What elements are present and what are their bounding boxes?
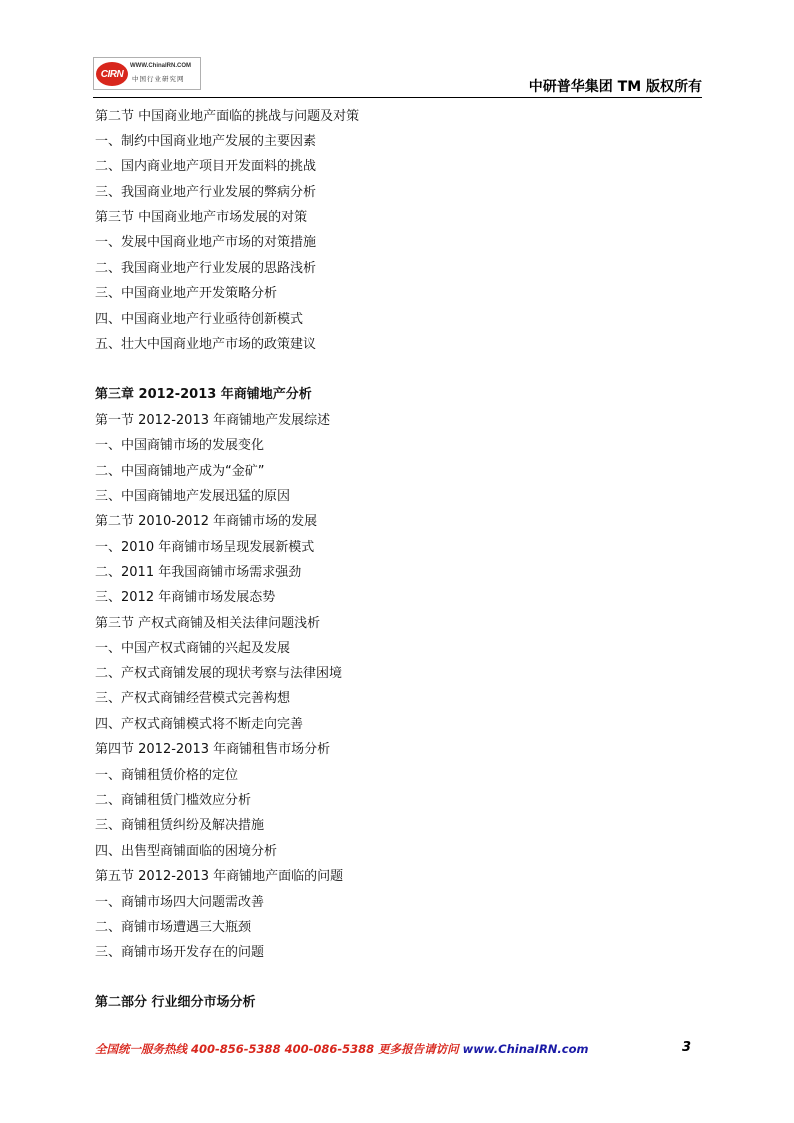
toc-entry: 第二节 中国商业地产面临的挑战与问题及对策 bbox=[95, 109, 360, 124]
toc-entry: 一、商铺市场四大问题需改善 bbox=[95, 895, 265, 910]
page-number: 3 bbox=[681, 1040, 691, 1055]
header-divider bbox=[93, 97, 702, 98]
toc-entry: 四、中国商业地产行业亟待创新模式 bbox=[95, 312, 304, 327]
toc-entry: 第四节 2012-2013 年商铺租售市场分析 bbox=[95, 742, 331, 757]
toc-entry: 第二节 2010-2012 年商铺市场的发展 bbox=[95, 514, 318, 529]
toc-entry: 三、商铺市场开发存在的问题 bbox=[95, 945, 265, 960]
hotline-text: 全国统一服务热线 400-856-5388 400-086-5388 更多报告请访问 bbox=[95, 1042, 459, 1056]
toc-entry: 二、中国商铺地产成为“金矿” bbox=[95, 464, 265, 479]
toc-entry: 三、商铺租赁纠纷及解决措施 bbox=[95, 818, 265, 833]
toc-entry: 二、我国商业地产行业发展的思路浅析 bbox=[95, 261, 317, 276]
toc-entry: 四、出售型商铺面临的困境分析 bbox=[95, 844, 278, 859]
footer-website-link[interactable]: www.ChinaIRN.com bbox=[462, 1042, 589, 1056]
toc-entry: 五、壮大中国商业地产市场的政策建议 bbox=[95, 337, 317, 352]
toc-entry: 二、商铺租赁门槛效应分析 bbox=[95, 793, 252, 808]
toc-entry: 三、中国商业地产开发策略分析 bbox=[95, 286, 278, 301]
logo-url-text: WWW.ChinaIRN.COM bbox=[130, 63, 191, 69]
toc-entry: 二、产权式商铺发展的现状考察与法律困境 bbox=[95, 666, 343, 681]
toc-entry: 第三节 中国商业地产市场发展的对策 bbox=[95, 210, 308, 225]
toc-entry: 一、2010 年商铺市场呈现发展新模式 bbox=[95, 540, 315, 555]
copyright-notice: 中研普华集团 TM 版权所有 bbox=[528, 79, 702, 95]
toc-entry: 二、商铺市场遭遇三大瓶颈 bbox=[95, 920, 252, 935]
logo-chinese-text: 中国行业研究网 bbox=[132, 75, 185, 83]
toc-entry: 三、我国商业地产行业发展的弊病分析 bbox=[95, 185, 317, 200]
toc-entry: 三、产权式商铺经营模式完善构想 bbox=[95, 691, 291, 706]
toc-entry: 第一节 2012-2013 年商铺地产发展综述 bbox=[95, 413, 331, 428]
section-heading: 第三章 2012-2013 年商铺地产分析 bbox=[95, 387, 312, 402]
section-heading: 第二部分 行业细分市场分析 bbox=[95, 995, 256, 1010]
toc-entry: 第五节 2012-2013 年商铺地产面临的问题 bbox=[95, 869, 344, 884]
toc-entry: 一、中国产权式商铺的兴起及发展 bbox=[95, 641, 291, 656]
toc-entry: 三、中国商铺地产发展迅猛的原因 bbox=[95, 489, 291, 504]
toc-entry: 二、国内商业地产项目开发面料的挑战 bbox=[95, 159, 317, 174]
toc-entry: 三、2012 年商铺市场发展态势 bbox=[95, 590, 276, 605]
toc-entry: 一、制约中国商业地产发展的主要因素 bbox=[95, 134, 317, 149]
logo-mark: CIRN bbox=[96, 62, 128, 86]
company-logo bbox=[93, 57, 201, 90]
toc-entry: 二、2011 年我国商铺市场需求强劲 bbox=[95, 565, 302, 580]
toc-entry: 一、商铺租赁价格的定位 bbox=[95, 768, 239, 783]
toc-entry: 一、中国商铺市场的发展变化 bbox=[95, 438, 265, 453]
footer-hotline bbox=[95, 1041, 589, 1057]
toc-entry: 第三节 产权式商铺及相关法律问题浅析 bbox=[95, 616, 321, 631]
toc-entry: 一、发展中国商业地产市场的对策措施 bbox=[95, 235, 317, 250]
toc-entry: 四、产权式商铺模式将不断走向完善 bbox=[95, 717, 304, 732]
